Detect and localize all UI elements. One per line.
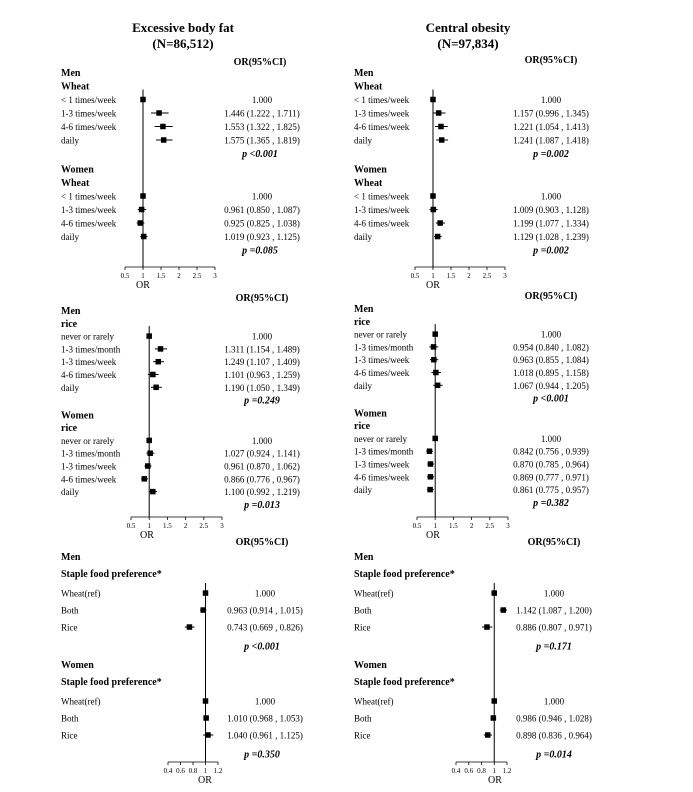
row-label: Wheat(ref) [61,696,101,707]
row-or-ci-text: 1.249 (1.107 , 1.409) [224,357,300,368]
row-or-ci-text: 1.000 [540,191,562,202]
row-label: never or rarely [61,435,114,446]
x-axis-tick-label: 2 [177,272,181,280]
row-or-ci-text: 1.009 (0.903 , 1.128) [513,205,589,216]
group-sex-label: Women [354,164,387,176]
or-ci-header: OR(95%CI) [527,537,581,548]
x-axis-tick-label: 1.2 [502,767,512,775]
p-value: p =0.002 [533,149,569,160]
forest-panel [61,57,300,291]
row-label: 1-3 times/month [354,342,414,353]
or-ci-header: OR(95%CI) [235,293,289,304]
or-point-marker [427,487,433,493]
right-column-n: (N=97,834) [437,36,499,51]
x-axis-tick-label: 3 [213,272,217,280]
x-axis-tick-label: 0.6 [464,767,474,775]
row-or-ci-text: 1.019 (0.923 , 1.125) [224,232,300,243]
row-label: never or rarely [354,433,407,444]
x-axis-tick-label: 1.5 [449,522,458,530]
or-point-marker [158,346,164,352]
row-label: never or rarely [61,331,114,342]
or-point-marker [428,461,434,467]
row-or-ci-text: 1.100 (0.992 , 1.219) [224,487,300,498]
right-column-title: Central obesity [425,20,511,35]
row-label: 4-6 times/week [354,122,410,132]
row-label: daily [354,485,372,496]
row-or-ci-text: 0.963 (0.855 , 1.084) [513,355,589,366]
row-label: daily [61,232,79,243]
or-point-marker [138,220,144,226]
group-exposure-label: Wheat [354,81,383,93]
row-or-ci-text: 1.142 (1.087 , 1.200) [516,605,592,616]
or-ci-header: OR(95%CI) [524,291,578,302]
row-label: daily [61,382,79,393]
or-point-marker [438,124,444,130]
x-axis-tick-label: 0.8 [188,767,198,775]
p-value: p <0.001 [533,393,569,405]
row-label: daily [354,380,372,391]
or-point-marker [156,110,162,116]
row-label: Rice [61,730,78,741]
row-or-ci-text: 0.961 (0.850 , 1.087) [224,205,300,216]
row-label: < 1 times/week [61,95,117,105]
row-or-ci-text: 1.575 (1.365 , 1.819) [224,135,300,146]
x-axis-label: OR [426,530,440,541]
row-or-ci-text: 1.000 [543,696,565,707]
x-axis-tick-label: 1.2 [213,767,223,775]
row-or-ci-text: 0.954 (0.840 , 1.082) [513,342,589,353]
group-sex-label: Men [354,68,374,79]
row-or-ci-text: 0.861 (0.775 , 0.957) [513,485,589,496]
or-point-marker [141,234,147,240]
row-or-ci-text: 1.446 (1.222 , 1.711) [224,108,300,119]
x-axis-label: OR [488,775,502,786]
or-point-marker [187,624,193,630]
p-value: p =0.013 [244,499,280,511]
row-label: Rice [354,622,371,633]
row-or-ci-text: 0.898 (0.836 , 0.964) [516,730,592,741]
x-axis-tick-label: 2.5 [192,272,202,280]
or-point-marker [150,372,156,378]
row-or-ci-text: 1.000 [543,588,565,599]
group-exposure-label: Staple food preference* [61,569,162,580]
group-exposure-label: rice [61,423,78,435]
x-axis-tick-label: 1.5 [446,272,456,280]
left-column-n: (N=86,512) [152,36,214,51]
row-or-ci-text: 0.925 (0.825 , 1.038) [224,218,300,229]
row-label: Both [61,605,79,616]
x-axis-tick-label: 2 [183,522,188,530]
x-axis-tick-label: 3 [220,522,224,530]
group-sex-label: Men [61,68,81,79]
left-column-title: Excessive body fat [132,20,234,35]
group-exposure-label: Staple food preference* [354,569,455,580]
x-axis-tick-label: 1 [492,767,496,775]
row-label: 1-3 times/week [354,205,410,216]
group-sex-label: Men [354,552,374,563]
row-or-ci-text: 0.842 (0.756 , 0.939) [513,446,589,457]
group-sex-label: Women [61,659,94,671]
or-point-marker [436,110,442,116]
or-ci-header: OR(95%CI) [235,537,289,548]
x-axis-tick-label: 1 [433,522,437,530]
x-axis-tick-label: 2.5 [199,522,209,530]
p-value: p =0.002 [533,245,569,257]
or-point-marker [139,207,145,213]
row-label: 1-3 times/month [354,446,414,457]
p-value: p =0.014 [536,749,572,761]
row-label: Both [354,605,372,616]
row-or-ci-text: 1.221 (1.054 , 1.413) [513,122,589,132]
group-sex-label: Women [61,410,94,422]
row-label: daily [61,487,79,498]
forest-panel [354,291,589,541]
row-or-ci-text: 1.018 (0.895 , 1.158) [513,368,589,378]
or-point-marker [156,359,162,365]
x-axis-tick-label: 2 [469,522,474,530]
or-point-marker [161,137,167,143]
forest-panel [354,55,589,291]
row-or-ci-text: 1.000 [251,331,273,342]
row-or-ci-text: 1.553 (1.322 , 1.825) [224,122,300,132]
p-value: p =0.249 [244,395,280,407]
row-or-ci-text: 1.000 [251,191,273,202]
or-point-marker [428,474,434,480]
group-exposure-label: Staple food preference* [61,676,162,688]
or-ci-header: OR(95%CI) [524,55,578,66]
row-label: Wheat(ref) [61,588,101,599]
row-or-ci-text: 1.157 (0.996 , 1.345) [513,108,589,119]
group-exposure-label: rice [354,316,371,328]
row-or-ci-text: 1.027 (0.924 , 1.141) [224,448,300,459]
x-axis-tick-label: 1 [431,272,435,280]
row-label: daily [61,135,79,146]
or-point-marker [145,463,151,469]
or-point-marker [153,385,159,391]
row-label: 4-6 times/week [354,472,410,483]
group-sex-label: Women [354,408,387,420]
p-value: p =0.085 [242,245,278,257]
row-label: 4-6 times/week [61,218,117,229]
x-axis-tick-label: 2.5 [485,522,495,530]
x-axis-tick-label: 1 [203,767,208,775]
x-axis-tick-label: 3 [503,272,507,280]
row-or-ci-text: 0.961 (0.870 , 1.062) [224,461,300,472]
x-axis-tick-label: 0.5 [412,522,422,530]
forest-panels [61,55,592,786]
row-label: 4-6 times/week [61,370,117,380]
or-point-marker [160,124,166,130]
row-label: 1-3 times/week [354,355,410,366]
row-or-ci-text: 1.190 (1.050 , 1.349) [224,382,300,393]
row-or-ci-text: 0.743 (0.669 , 0.826) [227,622,303,633]
x-axis-tick-label: 1.5 [156,272,166,280]
forest-panel [61,537,303,786]
row-label: 1-3 times/month [61,344,121,355]
or-point-marker [150,489,156,495]
x-axis-tick-label: 2 [467,272,471,280]
row-label: daily [354,135,372,146]
x-axis-tick-label: 1 [147,522,151,530]
or-point-marker [433,370,439,376]
group-exposure-label: Staple food preference* [354,676,455,688]
row-or-ci-text: 1.067 (0.944 , 1.205) [513,380,589,391]
row-label: Both [354,713,372,724]
row-label: 4-6 times/week [61,474,117,485]
group-exposure-label: Wheat [61,81,90,93]
or-point-marker [439,137,445,143]
x-axis-tick-label: 0.4 [451,767,461,775]
row-or-ci-text: 1.000 [251,435,273,446]
or-point-marker [431,357,437,363]
or-point-marker [203,715,209,721]
row-or-ci-text: 0.963 (0.914 , 1.015) [227,605,303,616]
row-label: 1-3 times/week [61,108,117,119]
x-axis-tick-label: 0.5 [120,272,130,280]
x-axis-label: OR [140,530,154,541]
x-axis-tick-label: 0.4 [163,767,173,775]
row-or-ci-text: 1.129 (1.028 , 1.239) [513,232,589,243]
row-label: Rice [354,730,371,741]
group-sex-label: Women [61,164,94,176]
row-label: Rice [61,622,78,633]
row-or-ci-text: 0.866 (0.776 , 0.967) [224,474,300,485]
group-sex-label: Men [61,306,81,317]
row-or-ci-text: 0.870 (0.785 , 0.964) [513,459,589,470]
row-label: < 1 times/week [61,191,117,202]
row-label: 1-3 times/week [61,357,117,368]
x-axis-tick-label: 3 [506,522,510,530]
p-value: p <0.001 [244,641,280,653]
row-label: < 1 times/week [354,191,410,202]
row-label: 4-6 times/week [61,122,117,132]
x-axis-tick-label: 2.5 [482,272,492,280]
row-label: 4-6 times/week [354,368,410,378]
or-point-marker [142,476,148,482]
or-point-marker [435,383,441,389]
row-or-ci-text: 1.010 (0.968 , 1.053) [227,713,303,724]
row-label: Wheat(ref) [354,588,394,599]
forest-panel [354,537,592,786]
or-point-marker [484,624,490,630]
row-label: 1-3 times/week [61,205,117,216]
row-label: daily [354,232,372,243]
group-sex-label: Women [354,659,387,671]
row-or-ci-text: 1.101 (0.963 , 1.259) [224,370,300,380]
x-axis-tick-label: 1.5 [163,522,172,530]
row-label: Wheat(ref) [354,696,394,707]
x-axis-tick-label: 0.5 [410,272,420,280]
row-label: 1-3 times/week [61,461,117,472]
group-exposure-label: Wheat [354,178,383,190]
row-or-ci-text: 1.000 [540,329,562,340]
group-sex-label: Men [61,552,81,563]
or-point-marker [427,448,433,454]
x-axis-tick-label: 0.5 [126,522,136,530]
row-or-ci-text: 0.986 (0.946 , 1.028) [516,713,592,724]
row-or-ci-text: 1.000 [251,95,273,105]
p-value: p <0.001 [242,149,278,160]
or-point-marker [147,450,153,456]
group-exposure-label: rice [61,318,78,330]
p-value: p =0.382 [533,497,569,509]
x-axis-tick-label: 1 [141,272,145,280]
p-value: p =0.350 [244,749,280,761]
or-point-marker [437,220,443,226]
row-or-ci-text: 1.040 (0.961 , 1.125) [227,730,303,741]
p-value: p =0.171 [536,641,572,653]
group-sex-label: Men [354,304,374,315]
row-label: 1-3 times/week [354,108,410,119]
or-ci-header: OR(95%CI) [233,57,287,68]
row-or-ci-text: 1.199 (1.077 , 1.334) [513,218,589,229]
or-point-marker [485,732,491,738]
row-label: 1-3 times/month [61,448,121,459]
row-label: 1-3 times/week [354,459,410,470]
or-point-marker [205,732,211,738]
row-or-ci-text: 1.000 [540,433,562,444]
row-or-ci-text: 1.311 (1.154 , 1.489) [224,344,300,355]
x-axis-label: OR [136,280,150,291]
forest-panel [61,293,300,541]
group-exposure-label: rice [354,421,371,433]
row-label: Both [61,713,79,724]
row-label: never or rarely [354,329,407,340]
row-or-ci-text: 1.000 [254,696,276,707]
row-label: < 1 times/week [354,95,410,105]
row-or-ci-text: 1.000 [540,95,562,105]
or-point-marker [501,607,507,613]
or-point-marker [491,715,497,721]
row-or-ci-text: 1.241 (1.087 , 1.418) [513,135,589,146]
group-exposure-label: Wheat [61,178,90,190]
x-axis-label: OR [198,775,212,786]
x-axis-label: OR [426,280,440,291]
row-label: 4-6 times/week [354,218,410,229]
row-or-ci-text: 0.886 (0.807 , 0.971) [516,622,592,633]
x-axis-tick-label: 0.8 [477,767,486,775]
x-axis-tick-label: 0.6 [176,767,185,775]
row-or-ci-text: 0.869 (0.777 , 0.971) [513,472,589,483]
row-or-ci-text: 1.000 [254,588,276,599]
or-point-marker [435,234,441,240]
